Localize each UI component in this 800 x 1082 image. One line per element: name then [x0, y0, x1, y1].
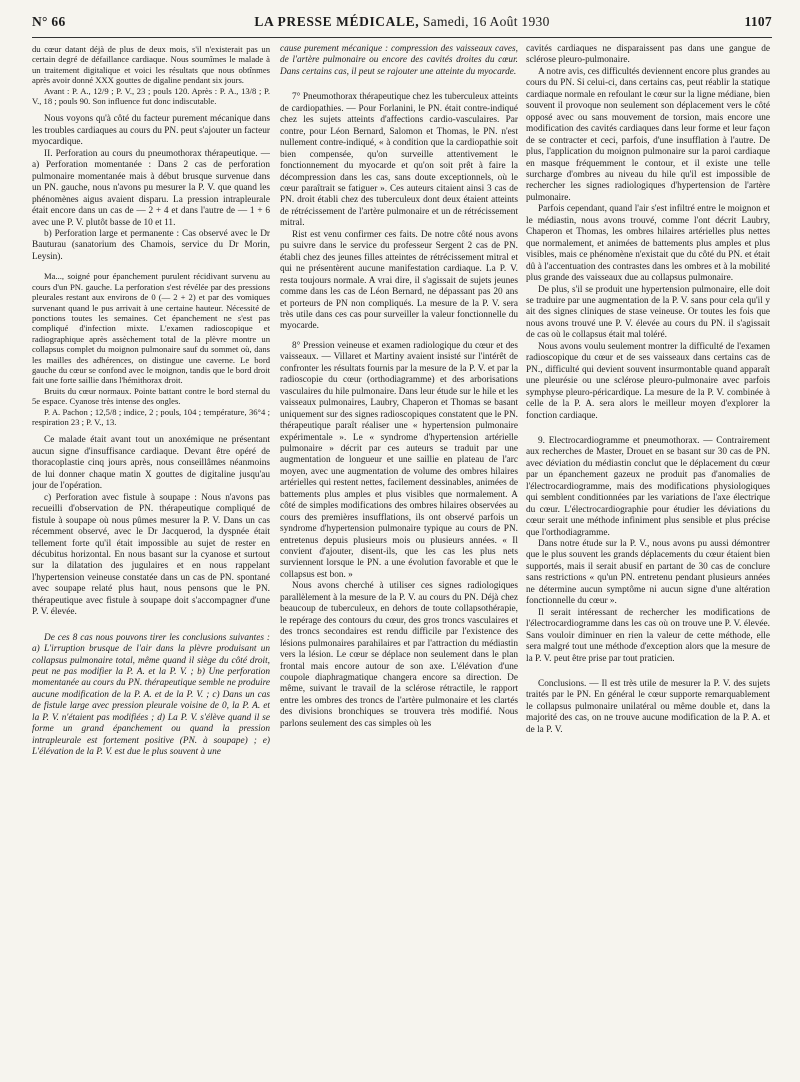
column-2 [280, 44, 518, 1074]
section-8: 8° Pression veineuse et examen radiologique du cœur et des vaisseaux. — Villaret et Martiny avaient insisté sur l'intérêt de confronter les résultats fournis par la mesure de la P. V. et par la radioscopie du cœur (orthodiagramme) et des arborisations vasculaires du hile pulmonaire. Dans leur étude sur le hile et les vaisseaux pulmonaires, Laubry, Chaperon et Thomas se basant uniquement sur des signes radioscopiques constatent que le PN. thérapeutique paraît réaliser une « hypertension pulmonaire expérimentale ». Le « syndrome d'hypertension artérielle pulmonaire » décrit par ces auteurs se traduit par une augmentation de longueur et une saillie en plateau de l'arc moyen, avec une augmentation de volume des ombres hilaires artérielles qui restent nettes, facilement dessinables, animées de battements plus amples et plus visibles que normalement. A côté de simples modifications des ombres hilaires observées au cours des premières insufflations, ils ont observé parfois un syndrome d'hypertension pulmonaire typique au cours de PN. entretenus depuis plusieurs mois ou plusieurs années. « Il convient d'ajouter, disent-ils, que les cas les plus nets surviennent lorsque le PN. a une évolution favorable et que le collapsus est bon. » [280, 340, 518, 580]
header-rule [32, 37, 772, 38]
paragraph: du cœur datant déjà de plus de deux mois, s'il n'existerait pas un certain degré de défaillance cardiaque. Nous soumîmes le malade à un traitement digitalique et voici les résultats que nous obtînmes après avoir donné XXX gouttes de digaline pendant six jours. [32, 44, 270, 86]
paragraph: Ce malade était avant tout un anoxémique ne présentant aucun signe d'insuffisance cardiaque. Devant être opéré de thoracoplastie cinq jours après, nous conseillâmes néanmoins de lui donner chaque matin X gouttes de digitaline jusqu'au jour de l'opération. [32, 435, 270, 492]
paragraph: c) Perforation avec fistule à soupape : Nous n'avons pas recueilli d'observation de PN. thérapeutique compliqué de fistule à soupape où nous pûmes mesurer la P. V. Dans un cas récemment observé, avec le Dr Jacquerod, la dyspnée était tellement forte qu'il était impossible au sujet de rester en décubitus horizontal. En nous basant sur la cyanose et surtout sur la dilatation des jugulaires et en nous rappelant l'hypertension veineuse constatée dans un cas de PN. spontané avec soupape relaté plus haut, nous pensons que le PN. thérapeutique avec fistule à soupape doit s'accompagner d'une P. V. élevée. [32, 492, 270, 618]
section-9: 9. Electrocardiogramme et pneumothorax. — Contrairement aux recherches de Master, Drouet en se basant sur 30 cas de PN. avec déviation du médiastin conclut que le déplacement du cœur par un épanchement gazeux ne produit pas d'anomalies de l'électrocardiogramme, mais des modifications physiologiques qui semblent conditionnées par les variations de l'axe électrique du cœur. L'électrocardiographie pour étudier les déviations du cœur serait une méthode infiniment plus sensible et plus précise que l'orthodiagramme. [526, 435, 770, 538]
paragraph: De plus, s'il se produit une hypertension pulmonaire, elle doit se traduire par une augmentation de la P. V. sans pour cela qu'il y ait des signes cliniques de stase veineuse. Or toutes les fois que nous avons trouvé une P. V. élevée au cours du PN. il s'agissait de cas où le collapsus était mal toléré. [526, 284, 770, 341]
paragraph: Avant : P. A., 12/9 ; P. V., 23 ; pouls 120. Après : P. A., 13/8 ; P. V., 18 ; pouls 90. Son influence fut donc indiscutable. [32, 85, 270, 107]
paragraph: cause purement mécanique : compression des vaisseaux caves, de l'artère pulmonaire ou encore des cavités droites du cœur. Dans certains cas, il peut se rajouter une atteinte du myocarde. [280, 44, 518, 77]
issue-date: Samedi, 16 Août 1930 [422, 14, 550, 29]
paragraph: Il serait intéressant de rechercher les modifications de l'électrocardiogramme dans les cas où on trouve une P. V. élevée. Sans vouloir diminuer en rien la valeur de cette méthode, elle sera malgré tout une méthode d'exception alors que la mesure de la P. V. peut être prise par tout praticien. [526, 607, 770, 664]
column-1 [32, 44, 270, 1074]
issue-number: N° 66 [32, 14, 66, 29]
paragraph: Nous avons cherché à utiliser ces signes radiologiques parallèlement à la mesure de la P. V. au cours du PN. Déjà chez beaucoup de tuberculeux, en dehors de toute collapsothérapie, le repérage des contours du cœur, des gros troncs vasculaires et des troncs secondaires est rendu difficile par l'existence des lésions pulmonaires parahilaires et par l'attraction du médiastin vers la lésion. Le cœur se déplace non seulement dans le plan frontal mais encore autour de son axe. L'élévation d'une coupole diaphragmatique changera encore sa direction. De même, suivant le travail de la sclérose rétractile, le rapport entre les ombres des troncs de l'artère pulmonaire et les clartés des divisions bronchiques se trouvera très modifié. Nous parlons seulement des cas simples où les [280, 581, 518, 729]
page-number: 1107 [744, 14, 772, 29]
page-header [32, 14, 772, 36]
section-7: 7° Pneumothorax thérapeutique chez les tuberculeux atteints de cardiopathies. — Pour Forlanini, le PN. était contre-indiqué chez les sujets atteints d'affections cardio-vasculaires. Par contre, pour Léon Bernard, Salomon et Thomas, le PN. n'est nullement contre-indiqué, « à condition que la cardiopathie soit bien compensée, qu'on surveille attentivement le fonctionnement du myocarde et qu'on soit prêt à faire la décompression dans les cas, sans doute exceptionnels, où le cœur paraîtrait se fatiguer ». Ces auteurs citaient ainsi 3 cas de PN. droit établi chez des tuberculeux dont deux étaient atteints de rétrécissement de l'artère pulmonaire et un de rétrécissement mitral. [280, 92, 518, 229]
case-report: Bruits du cœur normaux. Pointe battant contre le bord sternal du 5e espace. Cyanose très intense des ongles. [32, 385, 270, 407]
paragraph: A notre avis, ces difficultés deviennent encore plus grandes au cours du PN. Si celui-ci, dans certains cas, peut réablir la statique cardiaque normale en refoulant le cœur sur la ligne médiane, bien souvent il provoque non seulement son déplacement vers le côté opposé avec ou sans mouvement de torsion, mais encore une modification des cavités cardiaques dans leur forme et leur façon de se contracter et ceci, parfois, d'une insufflation à l'autre. De plus, l'application du moignon pulmonaire sur la paroi cardiaque en masque fréquemment le contour, et il existe une telle surcharge d'ombres au niveau du hile qu'il est impossible de rechercher les signes radiologiques d'hypertension de l'artère pulmonaire. [526, 66, 770, 203]
paragraph: Nous voyons qu'à côté du facteur purement mécanique dans les troubles cardiaques au cours du PN. peut s'ajouter un facteur myocardique. [32, 114, 270, 148]
case-report: P. A. Pachon ; 12,5/8 ; indice, 2 ; pouls, 104 ; température, 36°4 ; respiration 23 ; P. V., 13. [32, 406, 270, 428]
paragraph: cavités cardiaques ne disparaissent pas dans une gangue de sclérose pleuro-pulmonaire. [526, 44, 770, 66]
conclusions: Conclusions. — Il est très utile de mesurer la P. V. des sujets traités par le PN. En général le cœur supporte remarquablement le collapsus pulmonaire unilatéral ou même double et, dans la majorité des cas, on ne trouve aucune modification de la P. A. et de la P. V. [526, 679, 770, 735]
paragraph: Parfois cependant, quand l'air s'est infiltré entre le moignon et le médiastin, nous avons trouvé, comme l'ont décrit Laubry, Chaperon et Thomas, les ombres hilaires artérielles plus nettes que normalement, et animées de battements plus amples et plus visibles, mais ce phénomène n'existait que du côté du PN. et était dû à l'accentuation des contrastes dans les ombres et à la mobilité plus grande des vaisseaux due au collapsus pulmonaire. [526, 204, 770, 284]
journal-title-line [32, 14, 772, 30]
paragraph: b) Perforation large et permanente : Cas observé avec le Dr Bauturau (sanatorium des Chamois, service du Dr Morin, Leysin). [32, 228, 270, 262]
conclusions-italic: De ces 8 cas nous pouvons tirer les conclusions suivantes : a) L'irruption brusque de l'air dans la plèvre produisant un collapsus pulmonaire total, même quand il siège du côté droit, peut ne pas modifier la P. A. et la P. V. ; b) Une perforation momentanée au cours du PN. thérapeutique semble ne produire aucune modification de la P. A. et de la P. V. ; c) Dans un cas de fistule large avec pression pleurale voisine de 0, la P. A. et la P. V. n'étaient pas modifiées ; d) La P. V. s'élève quand il se forme un grand épanchement ou quand la pression intrapleurale est fortement positive (PN. à soupape) ; e) L'élévation de la P. V. est due le plus souvent à une [32, 632, 270, 758]
column-3 [526, 44, 770, 1074]
paragraph: Rist est venu confirmer ces faits. De notre côté nous avons pu suivre dans le service du professeur Sergent 2 cas de PN. établi chez des jeunes filles atteintes de rétrécissement mitral et qui ne présentèrent aucune manifestation cardiaque. La P. V. resta toujours normale. A vrai dire, il s'agissait de sujets jeunes comme dans les cas de Léon Bernard, ne dépassant pas 20 ans et porteurs de PN non compliqués. La mesure de la P. V. sera très utile dans ces cas pour surveiller la valeur fonctionnelle du myocarde. [280, 229, 518, 332]
journal-name: LA PRESSE MÉDICALE, [254, 14, 420, 29]
paragraph: II. Perforation au cours du pneumothorax thérapeutique. — a) Perforation momentanée : Dans 2 cas de perforation pulmonaire momentanée mais à début brusque survenue dans un PN. gauche, nous n'avons pu mesurer la P. V. que quand les phénomènes aigus avaient disparu. La pression intrapleurale était encore dans un cas de — 2 + 4 et dans l'autre de — 1 + 6 avec une P. V. plutôt basse de 10 et 11. [32, 148, 270, 228]
paragraph: Nous avons voulu seulement montrer la difficulté de l'examen radioscopique du cœur et de ses vaisseaux dans certains cas de PN., difficulté qui devient souvent insurmontable quand apparaît une pleurésie ou une sclérose pleuro-pulmonaire avec parfois symphyse pleuro-péricardique. La mesure de la P. V. combinée à celle de la P. A. sera alors le meilleur moyen d'explorer la fonction cardiaque. [526, 341, 770, 421]
case-report: Ma..., soigné pour épanchement purulent récidivant survenu au cours d'un PN. gauche. La perforation s'est révélée par des pressions pleurales restant aux environs de 0 (— 2 + 2) et par des vomiques survenant quand le pus arrivait à une certaine hauteur. Nécessité de ponctions toutes les semaines. Cet épanchement ne s'est pas compliqué d'infection mixte. L'examen radioscopique et radiographique après assèchement total de la plèvre montre un collapsus complet du moignon pulmonaire sauf du sommet où, dans les mailles des adhérences, on distingue une caverne. Le bord gauche du cœur se confond avec le moignon, tandis que le bord droit fait une forte saillie dans l'hémithorax droit. [32, 271, 270, 386]
paragraph: Dans notre étude sur la P. V., nous avons pu aussi démontrer que le plus souvent les grands déplacements du cœur étaient bien supportés, mais il serait abusif en partant de 30 cas de conclure sans restrictions « qu'un PN. entretenu pendant plusieurs années ne détermine aucun symptôme ni aucun signe d'une altération fonctionnelle du cœur ». [526, 539, 770, 607]
